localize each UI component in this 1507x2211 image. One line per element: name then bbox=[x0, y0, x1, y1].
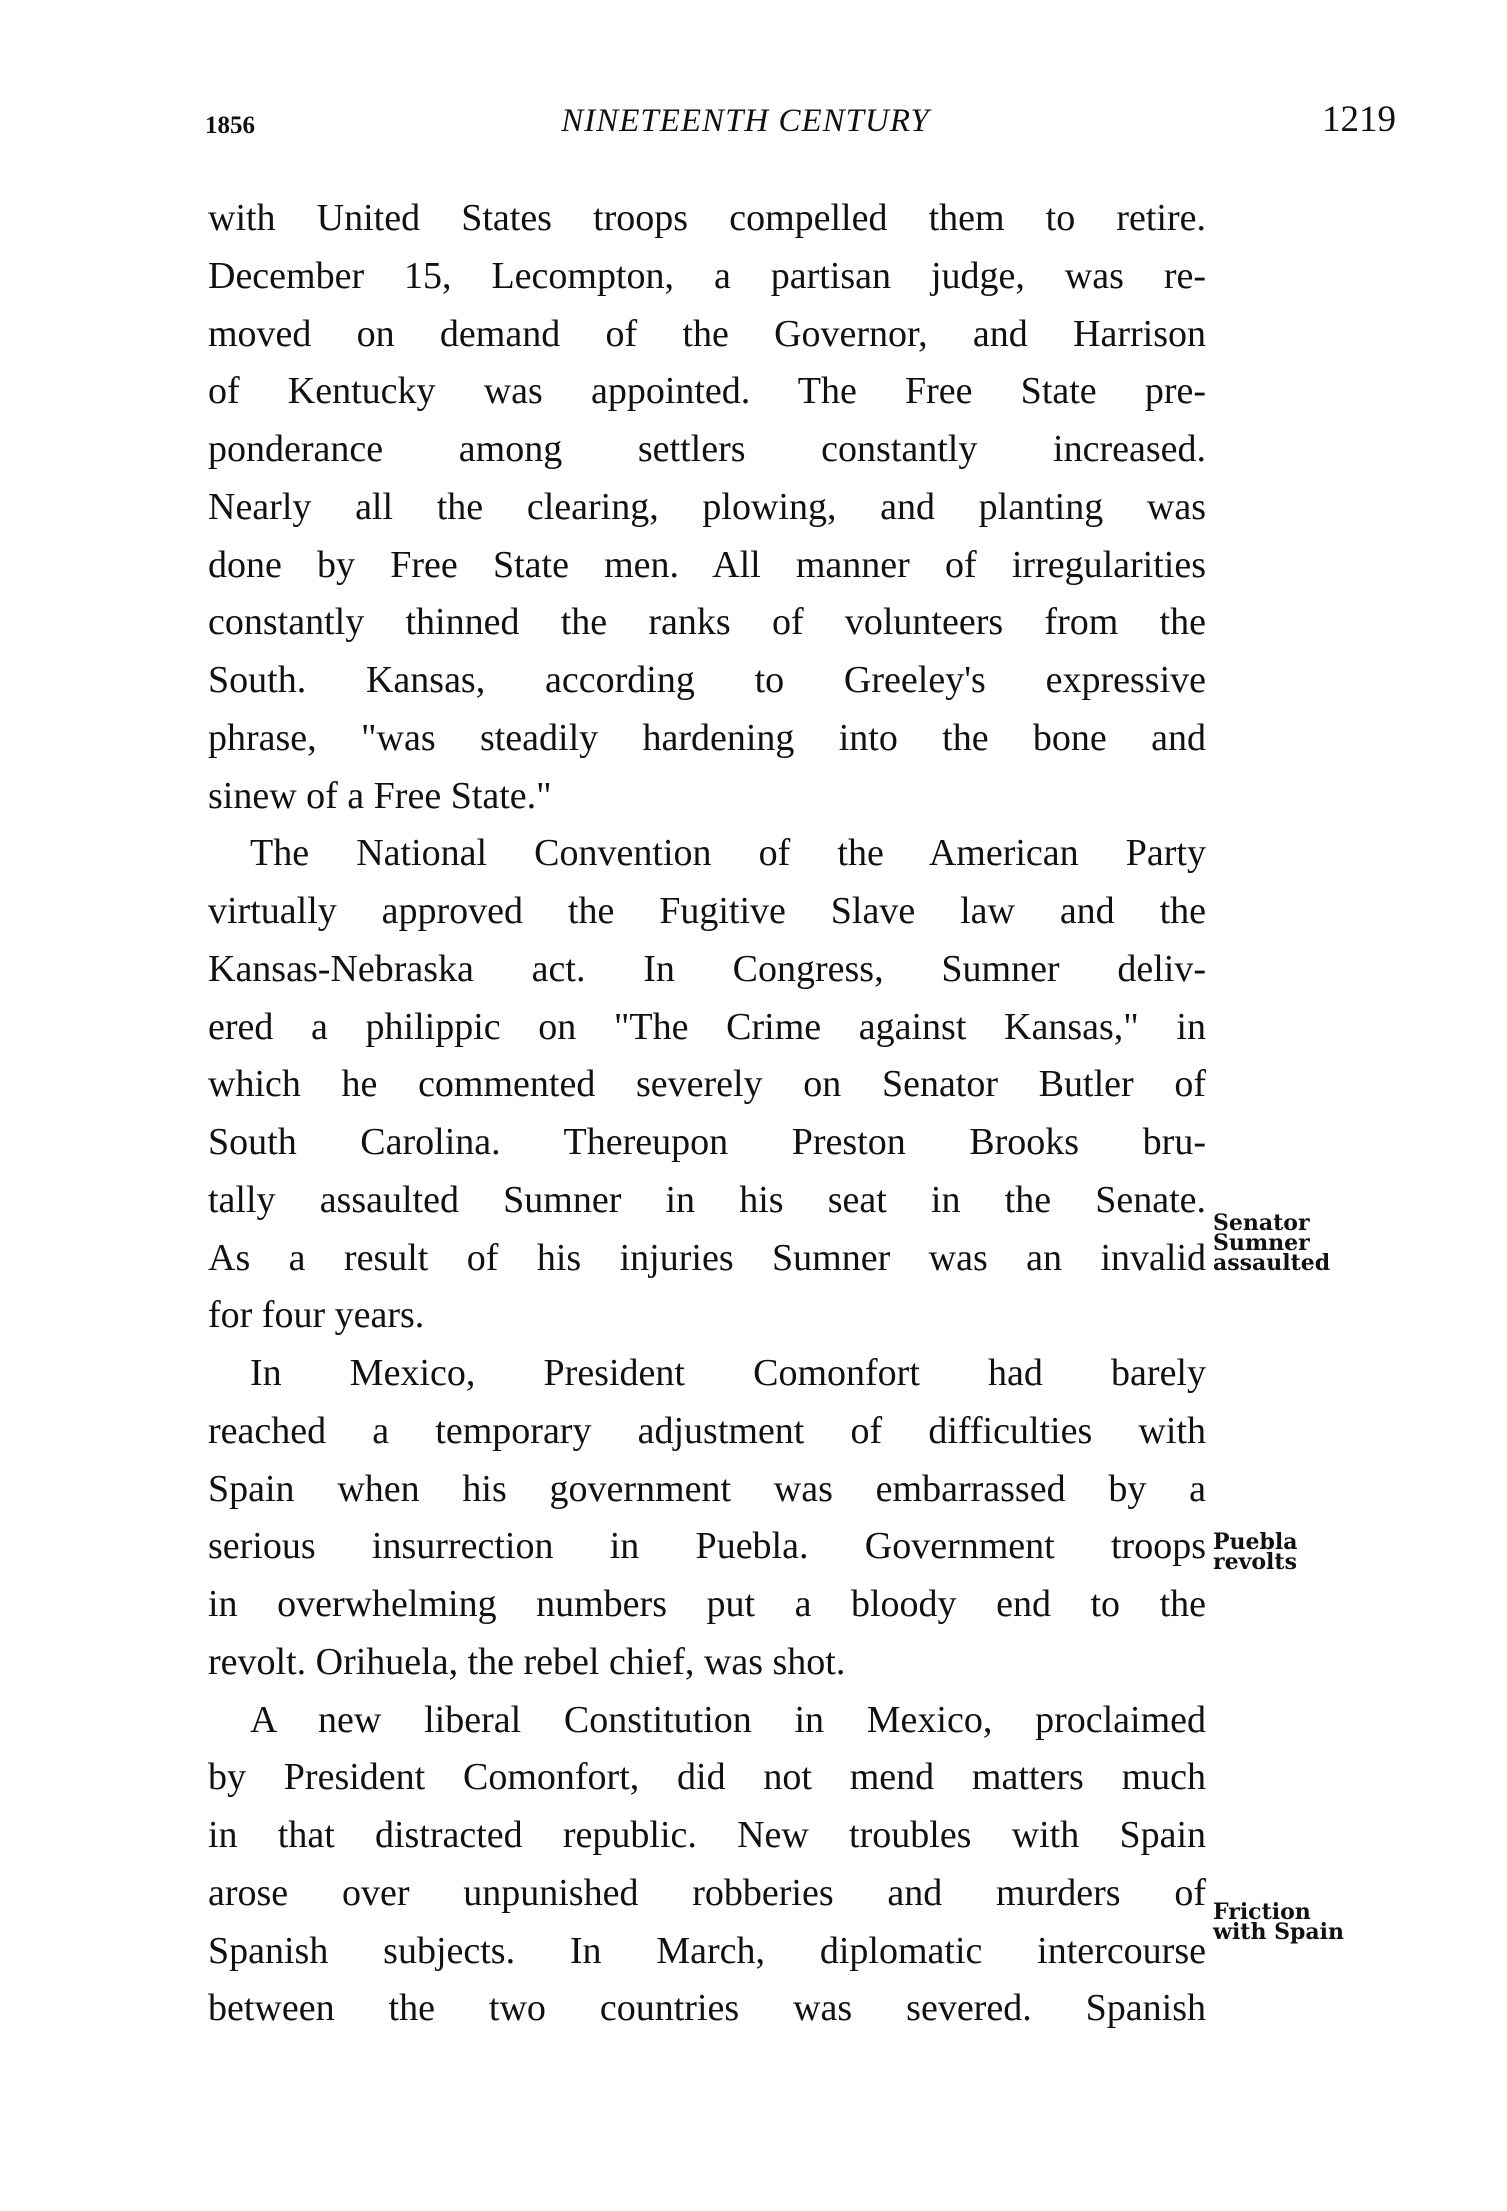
text-line: arose over unpunished robberies and murders of bbox=[208, 1871, 1206, 1914]
page-number: 1219 bbox=[1322, 99, 1396, 140]
margin-note bbox=[1213, 1529, 1298, 1575]
text-line: by President Comonfort, did not mend matters much bbox=[208, 1756, 1206, 1799]
text-line: Spanish subjects. In March, diplomatic intercourse bbox=[208, 1929, 1206, 1972]
text-line: reached a temporary adjustment of difficulties with bbox=[208, 1409, 1206, 1452]
text-line: ponderance among settlers constantly increased. bbox=[208, 428, 1206, 470]
text-line: with United States troops compelled them to retire. bbox=[208, 197, 1206, 239]
margin-note-line: Sumner bbox=[1213, 1230, 1310, 1256]
text-line: December 15, Lecompton, a partisan judge, was re- bbox=[208, 254, 1206, 297]
text-line: moved on demand of the Governor, and Harrison bbox=[208, 312, 1206, 355]
margin-note-line: Friction bbox=[1213, 1899, 1311, 1925]
text-line: in overwhelming numbers put a bloody end to the bbox=[208, 1583, 1206, 1625]
text-line: Nearly all the clearing, plowing, and planting was bbox=[208, 485, 1206, 528]
text-line: sinew of a Free State." bbox=[208, 774, 552, 817]
text-line: South Carolina. Thereupon Preston Brooks bru- bbox=[208, 1121, 1206, 1163]
text-line: which he commented severely on Senator Butler of bbox=[208, 1063, 1206, 1106]
text-line: done by Free State men. All manner of irregularities bbox=[208, 543, 1206, 586]
text-line: As a result of his injuries Sumner was an invalid bbox=[208, 1236, 1206, 1279]
text-line: of Kentucky was appointed. The Free State pre- bbox=[208, 370, 1206, 413]
text-line: phrase, "was steadily hardening into the bone and bbox=[208, 716, 1206, 759]
text-line: virtually approved the Fugitive Slave law and the bbox=[208, 890, 1206, 932]
text-line: revolt. Orihuela, the rebel chief, was shot. bbox=[208, 1640, 846, 1683]
running-title-text: NINETEENTH CENTURY bbox=[561, 103, 930, 139]
text-line: South. Kansas, according to Greeley's expressive bbox=[208, 659, 1206, 701]
page-year: 1856 bbox=[205, 112, 255, 139]
margin-note-line: assaulted bbox=[1213, 1250, 1331, 1276]
margin-note-line: Puebla bbox=[1213, 1529, 1298, 1555]
text-line: for four years. bbox=[208, 1294, 425, 1337]
text-line: In Mexico, President Comonfort had barely bbox=[250, 1352, 1206, 1394]
text-line: constantly thinned the ranks of volunteers from the bbox=[208, 601, 1206, 644]
text-line: Spain when his government was embarrassed by a bbox=[208, 1467, 1206, 1510]
text-line: between the two countries was severed. Spanish bbox=[208, 1987, 1206, 2030]
running-title bbox=[0, 103, 1507, 140]
text-line: tally assaulted Sumner in his seat in the Senate. bbox=[208, 1178, 1206, 1221]
text-line: The National Convention of the American Party bbox=[250, 832, 1206, 875]
margin-note-line: Senator bbox=[1213, 1210, 1310, 1236]
text-line: serious insurrection in Puebla. Government troops bbox=[208, 1525, 1206, 1568]
text-line: in that distracted republic. New troubles with Spain bbox=[208, 1814, 1206, 1856]
text-line: ered a philippic on "The Crime against Kansas," in bbox=[208, 1005, 1206, 1048]
margin-note-line: with Spain bbox=[1213, 1919, 1344, 1945]
text-line: Kansas-Nebraska act. In Congress, Sumner deliv- bbox=[208, 947, 1206, 990]
margin-note-line: revolts bbox=[1213, 1549, 1297, 1575]
margin-note bbox=[1213, 1899, 1344, 1945]
margin-note bbox=[1213, 1210, 1331, 1276]
text-line: A new liberal Constitution in Mexico, proclaimed bbox=[250, 1698, 1206, 1741]
